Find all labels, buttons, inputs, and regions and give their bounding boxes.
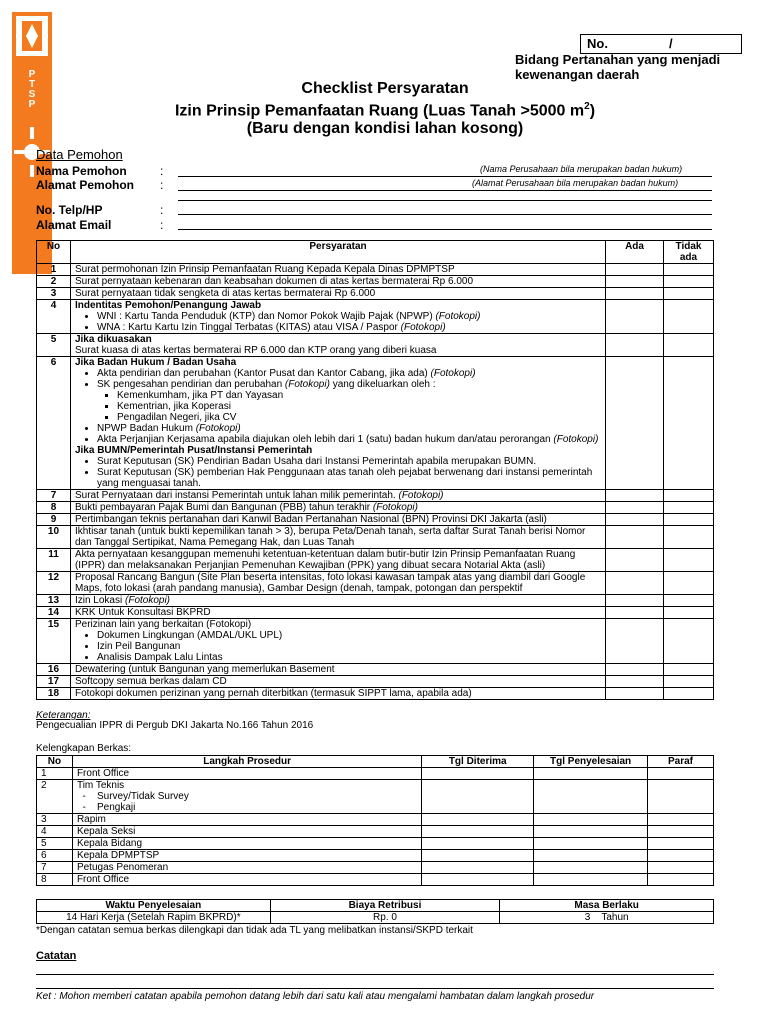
alamat-label: Alamat Pemohon	[36, 178, 135, 192]
table-row: 5 Jika dikuasakan Surat kuasa di atas kertas bermaterai RP 6.000 dan KTP orang yang diberi kuasa	[37, 334, 714, 357]
table-row: 14 Hari Kerja (Setelah Rapim BKPRD)* Rp. 0 3 Tahun	[37, 912, 714, 924]
table-row: 3 Surat pernyataan tidak sengketa di atas kertas bermaterai Rp 6.000	[37, 288, 714, 300]
logo-text: P T S P	[28, 69, 36, 110]
table-row: 6 Jika Badan Hukum / Badan Usaha • Akta pendirian dan perubahan (Kantor Pusat dan Kantor Cabang, jika ada) (Fotokopi) • SK pengesahan pendirian dan perubahan (Fotokopi) yang dikeluarkan oleh : ▪ Kemenkumham, jika PT dan Yayasan ▪ Kementrian, jika Koperasi ▪ Pengadilan Negeri, jika CV • NPWP Badan Hukum (Fotokopi) • Akta Perjanjian Kerjasama apabila diajukan oleh lebih dari 1 (satu) badan hukum dan/atau perorangan (Fotokopi) Jika BUMN/Pemerintah Pusat/Instansi Pemerintah • Surat Keputusan (SK) Pendirian Badan Usaha dari Instansi Pemerintah apabila merupakan BUMN. • Surat Keputusan (SK) pemberian Hak Penggunaan atas tanah oleh pejabat berwenang dari instansi pemerintah yang menguasai tanah.	[37, 357, 714, 490]
nama-hint: (Nama Perusahaan bila merupakan badan hukum)	[480, 164, 683, 174]
procedure-table	[36, 755, 714, 886]
table-row: 11 Akta pernyataan kesanggupan memenuhi ketentuan-ketentuan dalam butir-butir Izin Prinsip Pemanfaatan Ruang (IPPR) dan melaksanakan Perjanjian Pemenuhan Kewajiban (PPK) yang dibuat secara Notarial Akta (asli)	[37, 549, 714, 572]
table-row: 2 Surat pernyataan kebenaran dan keabsahan dokumen di atas kertas bermaterai Rp 6.000	[37, 276, 714, 288]
tidak-ada-cell[interactable]	[664, 264, 714, 276]
catatan-label: Catatan	[36, 950, 77, 962]
table-row: 16 Dewatering (untuk Bangunan yang memerlukan Basement	[37, 664, 714, 676]
table-header-row: No Langkah Prosedur Tgl Diterima Tgl Penyelesaian Paraf	[37, 756, 714, 768]
nama-field[interactable]	[178, 176, 712, 177]
ptsp-logo	[12, 12, 52, 274]
table-row: 10 Ikhtisar tanah (untuk bukti kepemilikan tanah > 3), berupa Peta/Denah tanah, serta daftar Surat Tanah berisi Nomor dan Tanggal Sertipikat, Nama Pemegang Hak, dan Luas Tanah	[37, 526, 714, 549]
table-header-row: Waktu Penyelesaian Biaya Retribusi Masa Berlaku	[37, 900, 714, 912]
table-row: 1 Surat permohonan Izin Prinsip Pemanfaatan Ruang Kepada Kepala Dinas DPMPTSP	[37, 264, 714, 276]
telp-label: No. Telp/HP	[36, 203, 103, 217]
table-row: 6 Kepala DPMPTSP	[37, 850, 714, 862]
header-tidak-ada: Tidak ada	[664, 241, 714, 264]
table-row: 9 Pertimbangan teknis pertanahan dari Kanwil Badan Pertanahan Nasional (BPN) Provinsi DKI Jakarta (asli)	[37, 514, 714, 526]
ket-note: Ket : Mohon memberi catatan apabila pemohon datang lebih dari satu kali atau mengalami hambatan dalam langkah prosedur	[36, 991, 595, 1002]
table-row: 7 Surat Pernyataan dari instansi Pemerintah untuk lahan milik pemerintah. (Fotokopi)	[37, 490, 714, 502]
header-no: No	[37, 241, 71, 264]
number-slash: /	[669, 36, 673, 51]
table-row: 7 Petugas Penomeran	[37, 862, 714, 874]
section-data-pemohon: Data Pemohon	[36, 147, 123, 162]
emblem-icon	[12, 12, 52, 62]
bidang-text: Bidang Pertanahan yang menjadi kewenangan daerah	[515, 52, 721, 82]
table-row: 5 Kepala Bidang	[37, 838, 714, 850]
alamat-hint: (Alamat Perusahaan bila merupakan badan hukum)	[472, 178, 679, 188]
alamat-field[interactable]	[178, 190, 712, 191]
table-row: 2 Tim Teknis - Survey/Tidak Survey - Pengkaji	[37, 780, 714, 814]
table-row: 18 Fotokopi dokumen perizinan yang pernah diterbitkan (termasuk SIPPT lama, apabila ada)	[37, 688, 714, 700]
alamat-field-2[interactable]	[178, 200, 712, 201]
document-title: Checklist Persyaratan Izin Prinsip Pemanfaatan Ruang (Luas Tanah >5000 $m^2$) (Baru dengan kondisi lahan kosong)	[174, 80, 596, 138]
keterangan-text: Pengecualian IPPR di Pergub DKI Jakarta No.166 Tahun 2016	[36, 720, 314, 731]
header-ada: Ada	[606, 241, 664, 264]
table-row: 8 Front Office	[37, 874, 714, 886]
number-box[interactable]	[580, 34, 742, 54]
telp-field[interactable]	[178, 214, 712, 215]
email-field[interactable]	[178, 229, 712, 230]
keterangan-label: Keterangan:	[36, 710, 91, 721]
summary-table	[36, 899, 714, 924]
footnote: *Dengan catatan semua berkas dilengkapi dan tidak ada TL yang melibatkan instansi/SKPD terkait	[36, 925, 473, 936]
header-persyaratan: Persyaratan	[70, 241, 605, 264]
catatan-line-2[interactable]	[36, 988, 714, 989]
requirements-table	[36, 240, 714, 700]
table-row: 12 Proposal Rancang Bangun (Site Plan beserta intensitas, foto lokasi kawasan tampak atas yang diambil dari Google Maps, foto lokasi (arah pandang manusia), Gambar Design (denah, tampak, potongan dan perspektif	[37, 572, 714, 595]
catatan-line-1[interactable]	[36, 974, 714, 975]
table-row: 13 Izin Lokasi (Fotokopi)	[37, 595, 714, 607]
table-row: 3 Rapim	[37, 814, 714, 826]
table-row: 8 Bukti pembayaran Pajak Bumi dan Bangunan (PBB) tahun terakhir (Fotokopi)	[37, 502, 714, 514]
kelengkapan-label: Kelengkapan Berkas:	[36, 743, 132, 754]
table-row: 1 Front Office	[37, 768, 714, 780]
table-row: 14 KRK Untuk Konsultasi BKPRD	[37, 607, 714, 619]
email-label: Alamat Email	[36, 218, 112, 232]
table-row: 4 Indentitas Pemohon/Penangung Jawab • WNI : Kartu Tanda Penduduk (KTP) dan Nomor Pokok Wajib Pajak (NPWP) (Fotokopi) • WNA : Kartu Kartu Izin Tinggal Terbatas (KITAS) atau VISA / Paspor (Fotokopi)	[37, 300, 714, 334]
table-row: 15 Perizinan lain yang berkaitan (Fotokopi) • Dokumen Lingkungan (AMDAL/UKL UPL) • Izin Peil Bangunan • Analisis Dampak Lalu Lintas	[37, 619, 714, 664]
table-row: 4 Kepala Seksi	[37, 826, 714, 838]
table-row: 17 Softcopy semua berkas dalam CD	[37, 676, 714, 688]
ada-cell[interactable]	[606, 264, 664, 276]
table-header-row	[37, 241, 714, 264]
number-label: No.	[587, 36, 608, 51]
nama-label: Nama Pemohon	[36, 164, 127, 178]
